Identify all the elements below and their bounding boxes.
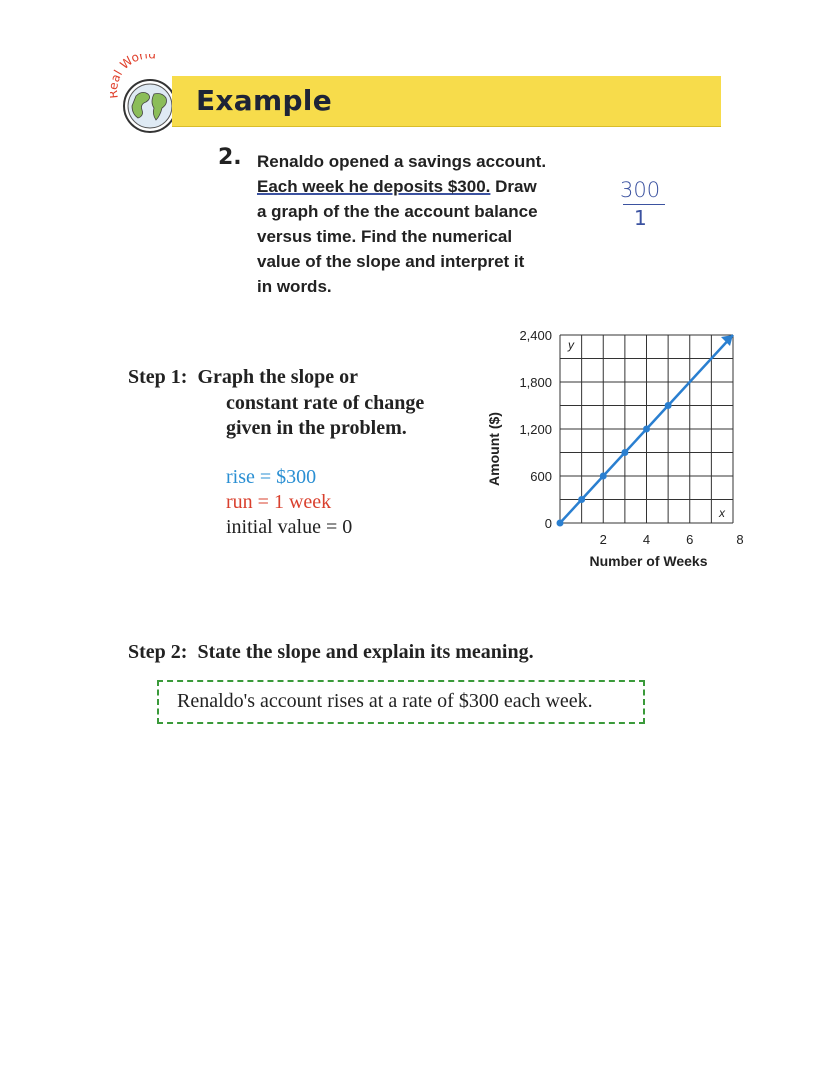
data-point	[600, 473, 607, 480]
step1-heading: Step 1: Graph the slope or	[128, 366, 358, 388]
step1-desc-line: constant rate of change	[226, 392, 425, 414]
problem-line: Renaldo opened a savings account.	[257, 152, 547, 171]
underlined-phrase: Each week he deposits $300.	[257, 177, 491, 196]
y-tick-label: 600	[530, 469, 552, 484]
x-axis-name: x	[719, 506, 725, 520]
handwritten-fraction-bar	[623, 204, 665, 205]
y-axis-label: Amount ($)	[486, 412, 502, 486]
y-tick-label: 1,200	[519, 422, 552, 437]
problem-line	[257, 174, 587, 199]
x-tick-label: 8	[736, 532, 744, 547]
step1-description	[226, 391, 476, 441]
logo-text: l World	[111, 54, 157, 78]
handwritten-denominator: 1	[634, 206, 647, 230]
handwritten-numerator: 300	[620, 178, 661, 202]
x-tick-label: 4	[642, 532, 651, 547]
run-label: run = 1 week	[226, 491, 332, 513]
problem-line-rest: Draw	[490, 177, 537, 196]
problem-line: a graph of the the account balance	[257, 202, 538, 221]
initial-value-label: initial value = 0	[226, 516, 353, 538]
x-axis-label: Number of Weeks	[589, 553, 708, 569]
step2-heading: Step 2: State the slope and explain its meaning.	[128, 641, 534, 663]
x-tick-label: 6	[686, 532, 694, 547]
x-tick-label: 2	[599, 532, 607, 547]
data-point	[621, 449, 628, 456]
data-point	[578, 496, 585, 503]
y-tick-label: 2,400	[519, 328, 552, 343]
data-point	[557, 520, 564, 527]
balance-chart	[480, 320, 750, 580]
data-point	[665, 402, 672, 409]
rise-label: rise = $300	[226, 466, 317, 488]
problem-line: in words.	[257, 277, 332, 296]
y-axis-name: y	[568, 338, 574, 352]
problem-line: value of the slope and interpret it	[257, 252, 525, 271]
globe-icon	[124, 80, 176, 132]
answer-text: Renaldo's account rises at a rate of $300 each week.	[177, 690, 593, 712]
problem-text	[257, 149, 587, 299]
y-tick-label: 1,800	[519, 375, 552, 390]
problem-line: versus time. Find the numerical	[257, 227, 513, 246]
data-point	[643, 426, 650, 433]
step1-desc-line: given in the problem.	[226, 417, 407, 439]
problem-number: 2.	[218, 145, 242, 170]
y-tick-label: 0	[544, 516, 552, 531]
banner-title: Example	[196, 84, 332, 117]
